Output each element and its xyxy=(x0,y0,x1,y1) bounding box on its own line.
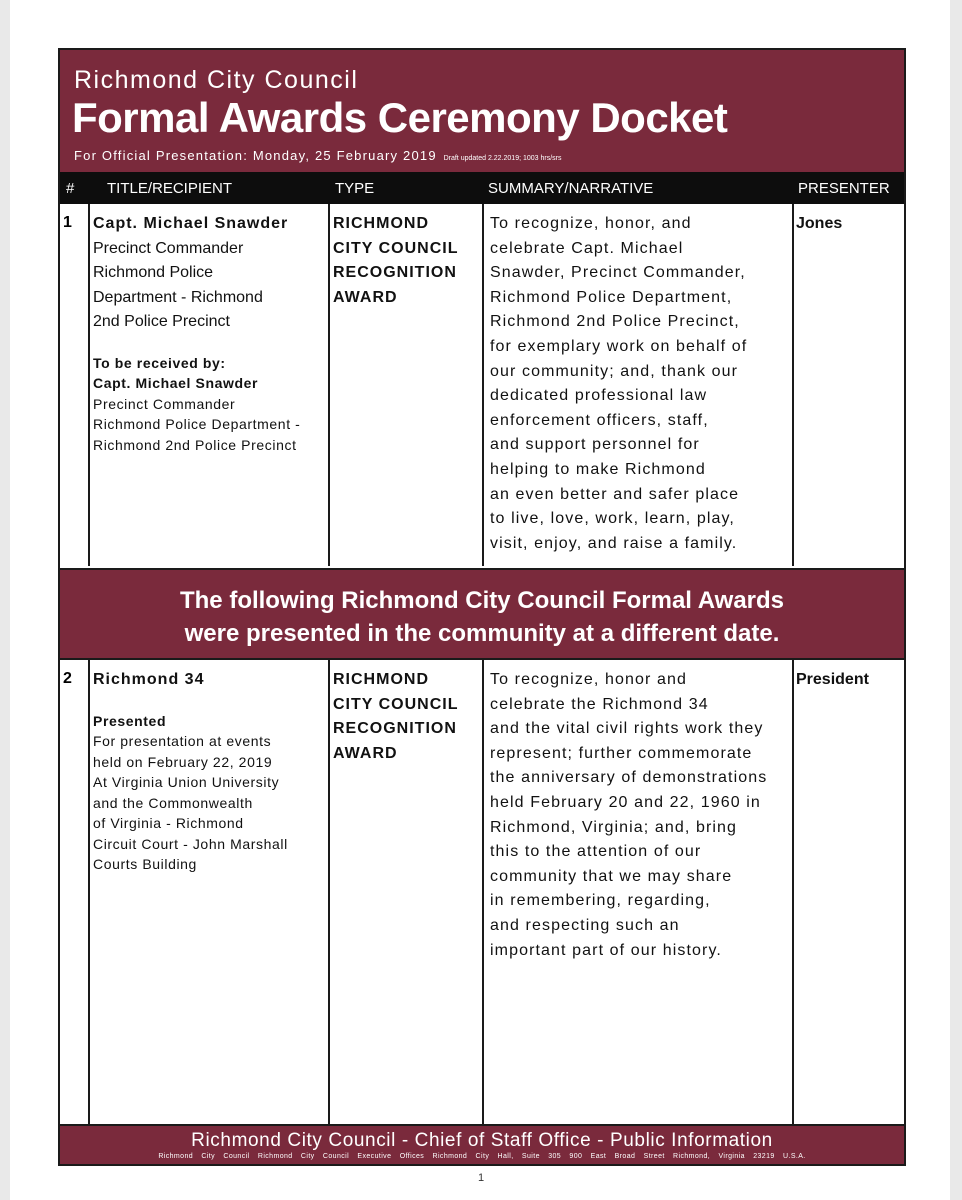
summary-line: To recognize, honor, and xyxy=(490,215,692,232)
note-line: held on February 22, 2019 xyxy=(93,753,273,770)
docket-header xyxy=(60,50,904,172)
community-awards-banner xyxy=(60,568,904,660)
note-line: and the Commonwealth xyxy=(93,794,253,811)
header-org: Richmond City Council xyxy=(74,66,359,94)
summary-line: for exemplary work on behalf of xyxy=(490,337,748,355)
summary-line: To recognize, honor and xyxy=(490,671,687,688)
col-header-presenter: PRESENTER xyxy=(798,180,890,197)
column-header-row xyxy=(60,172,904,204)
summary-line: community that we may share xyxy=(490,867,733,885)
summary-line: represent; further commemorate xyxy=(490,744,753,762)
note-line: For presentation at events xyxy=(93,733,272,750)
award-type-line: RICHMOND xyxy=(333,215,429,232)
summary-line: important part of our history. xyxy=(490,941,722,959)
note-line: Circuit Court - John Marshall xyxy=(93,835,288,852)
presenter-cell: President xyxy=(796,671,869,688)
summary-line: Richmond, Virginia; and, bring xyxy=(490,818,738,836)
col-header-number: # xyxy=(66,180,75,197)
summary-line: in remembering, regarding, xyxy=(490,892,711,910)
summary-line: celebrate the Richmond 34 xyxy=(490,695,709,713)
page-number: 1 xyxy=(477,1172,485,1184)
row-number: 2 xyxy=(63,670,72,687)
received-by-line: Richmond 2nd Police Precinct xyxy=(93,436,297,453)
summary-line: and respecting such an xyxy=(490,916,680,934)
award-type-cell xyxy=(333,668,481,766)
presenter-cell: Jones xyxy=(796,215,843,232)
presentation-note-block xyxy=(93,711,327,875)
column-divider xyxy=(482,204,484,566)
award-type-line: RECOGNITION xyxy=(333,720,457,738)
note-line: Courts Building xyxy=(93,856,197,873)
table-row xyxy=(60,204,904,566)
summary-line: to live, love, work, learn, play, xyxy=(490,510,735,528)
draft-note: Draft updated 2.22.2019; 1003 hrs/srs xyxy=(443,155,562,162)
summary-line: and the vital civil rights work they xyxy=(490,720,764,738)
received-by-line: Richmond Police Department - xyxy=(93,416,301,433)
summary-line: held February 20 and 22, 1960 in xyxy=(490,793,761,811)
banner-line: were presented in the community at a different date. xyxy=(184,620,780,647)
col-header-title: TITLE/RECIPIENT xyxy=(107,180,233,197)
received-by-name: Capt. Michael Snawder xyxy=(93,375,259,392)
note-line: of Virginia - Richmond xyxy=(93,815,244,832)
summary-line: dedicated professional law xyxy=(490,387,708,405)
status-label: Presented xyxy=(93,712,167,729)
summary-line: Richmond 2nd Police Precinct, xyxy=(490,313,740,331)
award-type-cell xyxy=(333,212,481,310)
award-type-line: CITY COUNCIL xyxy=(333,239,459,257)
table-row xyxy=(60,660,904,1124)
summary-cell xyxy=(490,668,796,963)
summary-line: this to the attention of our xyxy=(490,843,702,861)
column-divider xyxy=(328,660,330,1124)
summary-line: visit, enjoy, and raise a family. xyxy=(490,534,738,552)
banner-line: The following Richmond City Council Formal Awards xyxy=(179,587,785,614)
summary-line: Richmond Police Department, xyxy=(490,288,733,306)
award-type-line: RICHMOND xyxy=(333,671,429,688)
recipient-name: Capt. Michael Snawder xyxy=(93,215,289,232)
summary-line: helping to make Richmond xyxy=(490,460,706,478)
header-subtitle xyxy=(74,148,562,163)
summary-line: an even better and safer place xyxy=(490,485,740,503)
recipient-cell xyxy=(93,212,327,455)
page-title: Formal Awards Ceremony Docket xyxy=(72,94,728,141)
award-type-line: AWARD xyxy=(333,744,398,762)
footer-office: Richmond City Council - Chief of Staff Office - Public Information xyxy=(191,1130,773,1151)
recipient-cell xyxy=(93,668,327,875)
summary-line: our community; and, thank our xyxy=(490,362,739,380)
summary-line: celebrate Capt. Michael xyxy=(490,239,684,257)
summary-line: enforcement officers, staff, xyxy=(490,411,709,429)
recipient-line: Richmond Police xyxy=(93,264,214,282)
recipient-line: 2nd Police Precinct xyxy=(93,313,230,331)
column-divider xyxy=(88,204,90,566)
summary-line: Snawder, Precinct Commander, xyxy=(490,264,746,282)
column-divider xyxy=(88,660,90,1124)
summary-cell xyxy=(490,212,796,556)
award-type-line: CITY COUNCIL xyxy=(333,695,459,713)
col-header-summary: SUMMARY/NARRATIVE xyxy=(488,180,654,197)
column-divider xyxy=(328,204,330,566)
row-number: 1 xyxy=(63,214,72,231)
received-by-label: To be received by: xyxy=(93,354,226,371)
footer-address: Richmond City Council Richmond City Council Executive Offices Richmond City Hall, Suite 305 900 East Broad Street Richmond, Virginia 23219 U.S.A. xyxy=(158,1153,806,1160)
column-divider xyxy=(482,660,484,1124)
award-type-line: RECOGNITION xyxy=(333,264,457,282)
summary-line: the anniversary of demonstrations xyxy=(490,769,768,787)
received-by-line: Precinct Commander xyxy=(93,395,236,412)
presentation-date: For Official Presentation: Monday, 25 February 2019 xyxy=(74,148,437,163)
recipient-line: Department - Richmond xyxy=(93,288,263,306)
summary-line: and support personnel for xyxy=(490,436,700,454)
received-by-block xyxy=(93,353,327,456)
recipient-line: Precinct Commander xyxy=(93,239,244,257)
award-type-line: AWARD xyxy=(333,288,398,306)
page-footer xyxy=(60,1124,904,1164)
col-header-type: TYPE xyxy=(335,180,375,197)
recipient-name: Richmond 34 xyxy=(93,671,205,688)
note-line: At Virginia Union University xyxy=(93,774,280,791)
